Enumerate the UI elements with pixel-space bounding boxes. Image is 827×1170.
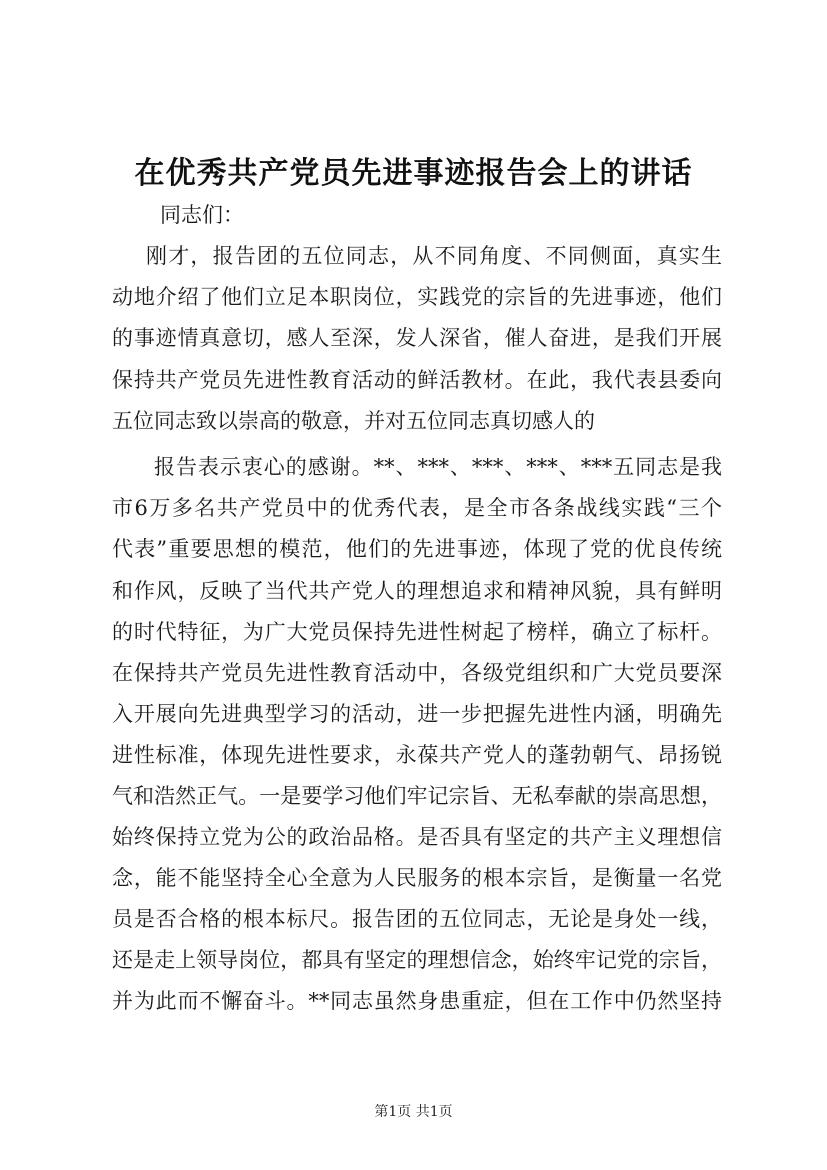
paragraph-line: 保持共产党员先进性教育活动的鲜活教材。在此，我代表县委向 [112, 368, 722, 392]
paragraph-line: 代表”重要思想的模范，他们的先进事迹，体现了党的优良传统 [112, 537, 722, 561]
paragraph-line: 的时代特征，为广大党员保持先进性树起了榜样，确立了标杆。 [112, 620, 722, 644]
page-number: 第1页 共1页 [374, 1104, 453, 1120]
paragraph-line: 动地介绍了他们立足本职岗位，实践党的宗旨的先进事迹，他们 [112, 285, 722, 309]
paragraph-line: 五位同志致以崇高的敬意，并对五位同志真切感人的 [112, 409, 595, 433]
paragraph-line: 在保持共产党员先进性教育活动中，各级党组织和广大党员要深 [112, 661, 722, 685]
document-title: 在优秀共产党员先进事迹报告会上的讲话 [134, 156, 693, 191]
paragraph-line: 刚才，报告团的五位同志，从不同角度、不同侧面，真实生 [146, 244, 722, 268]
salutation: 同志们： [160, 203, 244, 227]
paragraph-line: 的事迹情真意切，感人至深，发人深省，催人奋进，是我们开展 [112, 326, 722, 350]
paragraph-line: 进性标准，体现先进性要求，永葆共产党人的蓬勃朝气、昂扬锐 [112, 743, 722, 767]
paragraph-line: 和作风，反映了当代共产党人的理想追求和精神风貌，具有鲜明 [112, 579, 722, 603]
paragraph-line: 始终保持立党为公的政治品格。是否具有坚定的共产主义理想信 [112, 825, 722, 849]
paragraph-line: 报告表示衷心的感谢。**、***、***、***、***五同志是我 [154, 455, 722, 479]
paragraph-line: 入开展向先进典型学习的活动，进一步把握先进性内涵，明确先 [112, 702, 722, 726]
paragraph-line: 气和浩然正气。一是要学习他们牢记宗旨、无私奉献的崇高思想， [112, 784, 722, 808]
paragraph-line: 还是走上领导岗位，都具有坚定的理想信念，始终牢记党的宗旨， [112, 948, 722, 972]
paragraph-line: 员是否合格的根本标尺。报告团的五位同志，无论是身处一线， [112, 907, 722, 931]
paragraph-line: 市6万多名共产党员中的优秀代表，是全市各条战线实践“三个 [112, 496, 722, 520]
paragraph-line: 并为此而不懈奋斗。**同志虽然身患重症，但在工作中仍然坚持 [112, 989, 722, 1013]
paragraph-line: 念，能不能坚持全心全意为人民服务的根本宗旨，是衡量一名党 [112, 866, 722, 890]
